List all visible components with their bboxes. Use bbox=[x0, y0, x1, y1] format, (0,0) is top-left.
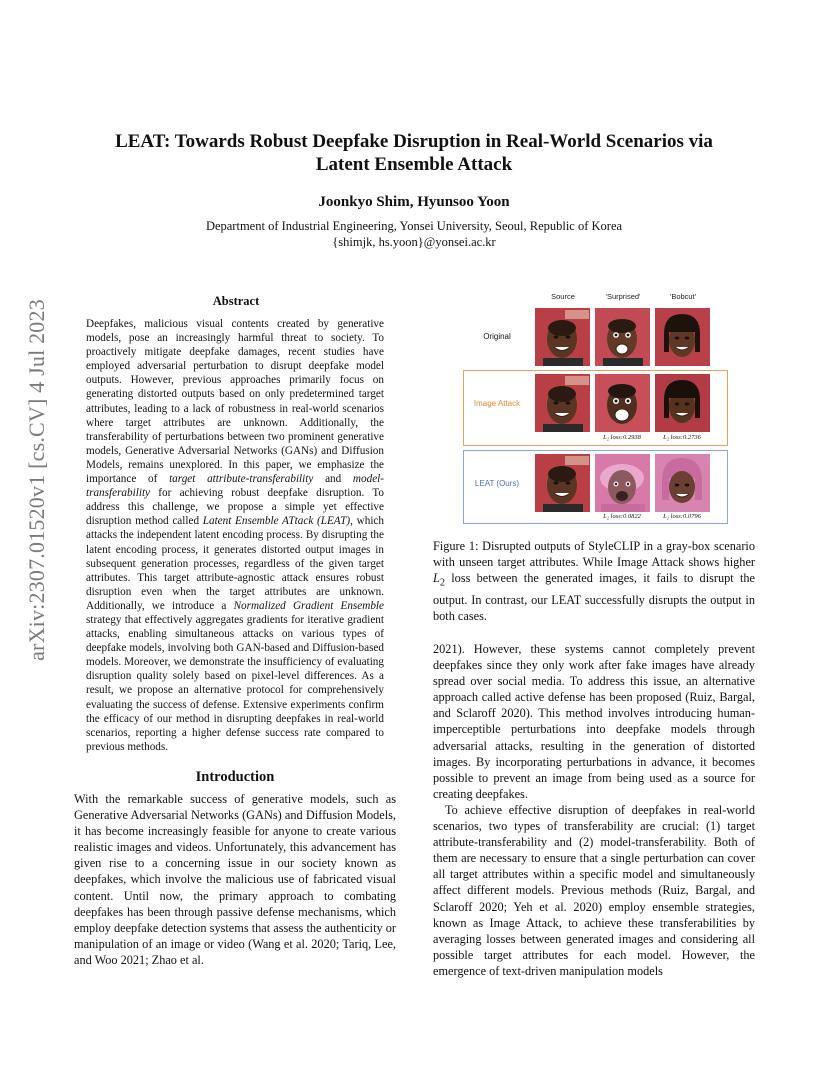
caption-suffix: loss between the generated images, it fails to disrupt the output. In contrast, our LEAT successfully disrupts the output in both cases. bbox=[433, 571, 755, 623]
intro-paragraph-3: To achieve effective disruption of deepfakes in real-world scenarios, two types of transferability are crucial: (1) target attribute-transferability and (2) model-transferability. Both of them are necessary to ensure that a single perturbation can cover all target attributes within a specific model and simultaneously affect different models. Previous methods (Ruiz, Bargal, and Sclaroff 2020; Yeh et al. 2020) employ ensemble strategies, known as Image Attack, to achieve these transferabilities by averaging losses between generated images and considering all possible target attributes for each model. However, the emergence of text-driven manipulation models bbox=[433, 802, 755, 978]
title-line-2: Latent Ensemble Attack bbox=[315, 154, 513, 175]
row-leat bbox=[463, 452, 728, 522]
abstract-text-3: for achieving robust deepfake disruption. To address this challenge, we propose a simple yet effective disruption method called bbox=[86, 487, 384, 528]
loss-leat-bobcut bbox=[647, 513, 717, 520]
loss-value: 0.0822 bbox=[622, 513, 641, 520]
col-head-surprised: 'Surprised' bbox=[605, 292, 641, 301]
email: {shimjk, hs.yoon}@yonsei.ac.kr bbox=[332, 235, 496, 249]
abstract-text-2: and bbox=[313, 473, 353, 486]
row-label-original: Original bbox=[483, 332, 511, 341]
title-line-1: LEAT: Towards Robust Deepfake Disruption in Real-World Scenarios via bbox=[115, 131, 713, 152]
loss-value: 0.2736 bbox=[682, 434, 701, 441]
arxiv-watermark bbox=[22, 300, 52, 660]
caption-sub: 2 bbox=[439, 577, 445, 589]
abstract-text-1: Deepfakes, malicious visual contents created by generative models, pose an increasingly harmful threat to society. To proactively mitigate deepfake damages, recent studies have employed adversarial perturbation to disrupt deepfake model outputs. However, previous approaches primarily focus on generating distorted outputs based on only predetermined target attributes, leading to a lack of robustness in real-world scenarios where target attributes are unknown. Additionally, the transferability of perturbations between two prominent generative models, Generative Adversarial Networks (GANs) and Diffusion Models, remains unexplored. In this paper, we emphasize the importance of bbox=[86, 318, 384, 486]
loss-label: L₂ loss: bbox=[663, 434, 683, 441]
intro-paragraph-1: With the remarkable success of generative models, such as Generative Adversarial Networks (GANs) and Diffusion Models, it has become increasingly feasible for anyone to create various realistic images and videos. Unfortunately, this advancement has given rise to a concerning issue in our society known as deepfakes, which involve the malicious use of fabricated visual content. Until now, the primary approach to combating deepfakes has been through passive defense mechanisms, which employ deepfake detection systems that assess the authenticity or manipulation of an image or video (Wang et al. 2020; Tariq, Lee, and Woo 2021; Zhao et al. bbox=[74, 792, 396, 967]
row-label-image-attack: Image Attack bbox=[473, 399, 521, 408]
affiliation: Department of Industrial Engineering, Yonsei University, Seoul, Republic of Korea bbox=[205, 219, 623, 233]
abstract-text-5: strategy that effectively aggregates gradients for iterative gradient attacks, enabling simultaneous attacks on various types of deepfake models, involving both GAN-based and Diffusion-based models. Moreover, we demonstrate the insufficiency of evaluating disruption quality solely based on pixel-level differences. As a result, we propose an alternative protocol for comprehensively evaluating the success of defense. Extensive experiments confirm the efficacy of our method in disrupting deepfakes in real-world scenarios, reporting a higher defense success rate compared to previous methods. bbox=[86, 613, 384, 753]
loss-label: L₂ loss: bbox=[663, 513, 683, 520]
loss-value: 0.0796 bbox=[682, 513, 701, 520]
face-source-image-attack bbox=[535, 374, 590, 432]
abstract-text-4: , which attacks the independent latent encoding process. By disrupting the latent encoding process, it generates distorted output images in subsequent generation processes, regardless of the given target attributes. This target attribute-agnostic attack ensures robust disruption even when the target attributes are unknown. Additionally, we introduce a bbox=[86, 515, 384, 612]
col-head-source: Source bbox=[551, 292, 575, 301]
row-label-leat: LEAT (Ours) bbox=[474, 479, 520, 488]
caption-math: L bbox=[433, 571, 440, 586]
face-source-leat bbox=[535, 454, 590, 512]
loss-image-attack-bobcut bbox=[647, 434, 717, 441]
introduction-heading: Introduction bbox=[195, 769, 275, 785]
face-bobcut-original bbox=[655, 308, 710, 366]
face-source-original bbox=[535, 308, 590, 366]
loss-label: L₂ loss: bbox=[603, 513, 623, 520]
face-surprised-leat bbox=[595, 454, 650, 512]
row-image-attack bbox=[463, 372, 728, 444]
abstract-em-2: model-transferability bbox=[86, 473, 384, 500]
loss-value: 0.2938 bbox=[622, 434, 641, 441]
face-surprised-image-attack bbox=[595, 374, 650, 432]
caption-prefix: Figure 1: Disrupted outputs of StyleCLIP in a gray-box scenario with unseen target attributes. While Image Attack shows higher bbox=[433, 539, 755, 570]
col-head-bobcut: 'Bobcut' bbox=[669, 292, 697, 301]
right-column-text bbox=[433, 641, 755, 979]
abstract-heading: Abstract bbox=[212, 294, 260, 308]
row-original bbox=[463, 306, 728, 368]
authors: Joonkyo Shim, Hyunsoo Yoon bbox=[318, 194, 510, 210]
affiliation-block bbox=[74, 218, 754, 250]
face-bobcut-leat bbox=[655, 454, 710, 512]
abstract-body bbox=[86, 317, 384, 754]
face-bobcut-image-attack bbox=[655, 374, 710, 432]
loss-label: L₂ loss: bbox=[603, 434, 623, 441]
figure-1 bbox=[463, 292, 728, 524]
paper-title bbox=[74, 130, 754, 176]
arxiv-id: arXiv:2307.01520v1 [cs.CV] 4 Jul 2023 bbox=[24, 299, 49, 661]
figure-1-caption bbox=[433, 538, 755, 624]
abstract-em-3: Latent Ensemble ATtack (LEAT) bbox=[202, 515, 351, 528]
intro-paragraph-2: 2021). However, these systems cannot completely prevent deepfakes since they only work after fake images have already spread over social media. To address this issue, an alternative approach called active defense has been proposed (Ruiz, Bargal, and Sclaroff 2020). This method involves introducing human-imperceptible perturbations into deepfake models through adversarial attacks, resulting in the generation of distorted images. By incorporating perturbations in advance, it becomes possible to prevent an image from being used as a source for creating deepfakes. bbox=[433, 642, 755, 801]
face-surprised-original bbox=[595, 308, 650, 366]
abstract-em-1: target attribute-transferability bbox=[169, 473, 314, 486]
abstract-em-4: Normalized Gradient Ensemble bbox=[233, 599, 384, 612]
